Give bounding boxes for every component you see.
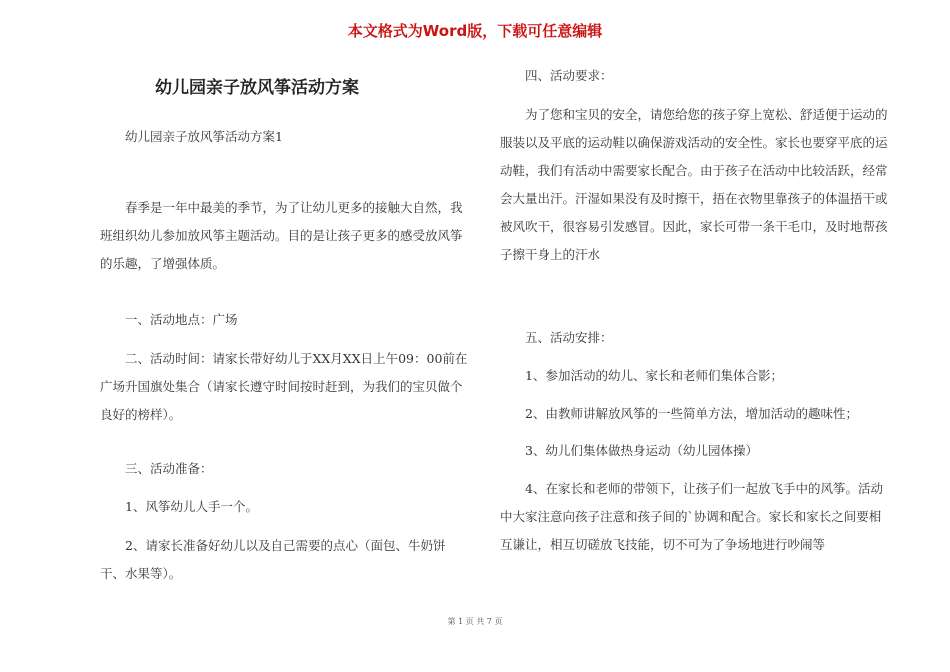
arrangement-item-4: 4、在家长和老师的带领下，让孩子们一起放飞手中的风筝。活动中大家注意向孩子注意和孩子间的`协调和配合。家长和家长之间要相互谦让，相互切磋放飞技能，切不可为了争场地进行吵闹等 [500, 481, 883, 552]
preparation-item-2: 2、请家长准备好幼儿以及自己需要的点心（面包、牛奶饼干、水果等）。 [100, 538, 446, 581]
arrangement-item-2: 2、由教师讲解放风筝的一些简单方法，增加活动的趣味性； [525, 406, 858, 421]
activity-time: 二、活动时间：请家长带好幼儿于XX月XX日上午09：00前在广场升国旗处集合（请家长遵守时间按时赶到，为我们的宝贝做个良好的榜样）。 [100, 351, 468, 422]
page-number: 第 1 页 共 7 页 [447, 617, 503, 626]
arrangement-heading: 五、活动安排： [525, 330, 613, 345]
intro-paragraph: 春季是一年中最美的季节，为了让幼儿更多的接触大自然，我班组织幼儿参加放风筝主题活动。目的是让孩子更多的感受放风筝的乐趣，了增强体质。 [100, 200, 463, 271]
preparation-item-1: 1、风筝幼儿人手一个。 [125, 499, 258, 514]
requirements-body: 为了您和宝贝的安全，请您给您的孩子穿上宽松、舒适便于运动的服装以及平底的运动鞋以确保游戏活动的安全性。家长也要穿平底的运动鞋，我们有活动中需要家长配合。由于孩子在活动中比较活跃，经常会大量出汗。汗湿如果没有及时擦干，捂在衣物里靠孩子的体温捂干或被风吹干，很容易引发感冒。因此，家长可带一条干毛巾，及时地帮孩子擦干身上的汗水 [500, 107, 888, 262]
arrangement-item-1: 1、参加活动的幼儿、家长和老师们集体合影； [525, 368, 783, 383]
download-banner: 本文格式为Word版，下载可任意编辑 [347, 22, 603, 40]
requirements-heading: 四、活动要求： [525, 68, 613, 83]
document-title: 幼儿园亲子放风筝活动方案 [155, 78, 359, 98]
subtitle: 幼儿园亲子放风筝活动方案1 [125, 129, 283, 144]
activity-place: 一、活动地点：广场 [125, 312, 238, 327]
preparation-heading: 三、活动准备： [125, 461, 213, 476]
arrangement-item-3: 3、幼儿们集体做热身运动（幼儿园体操） [525, 443, 758, 458]
